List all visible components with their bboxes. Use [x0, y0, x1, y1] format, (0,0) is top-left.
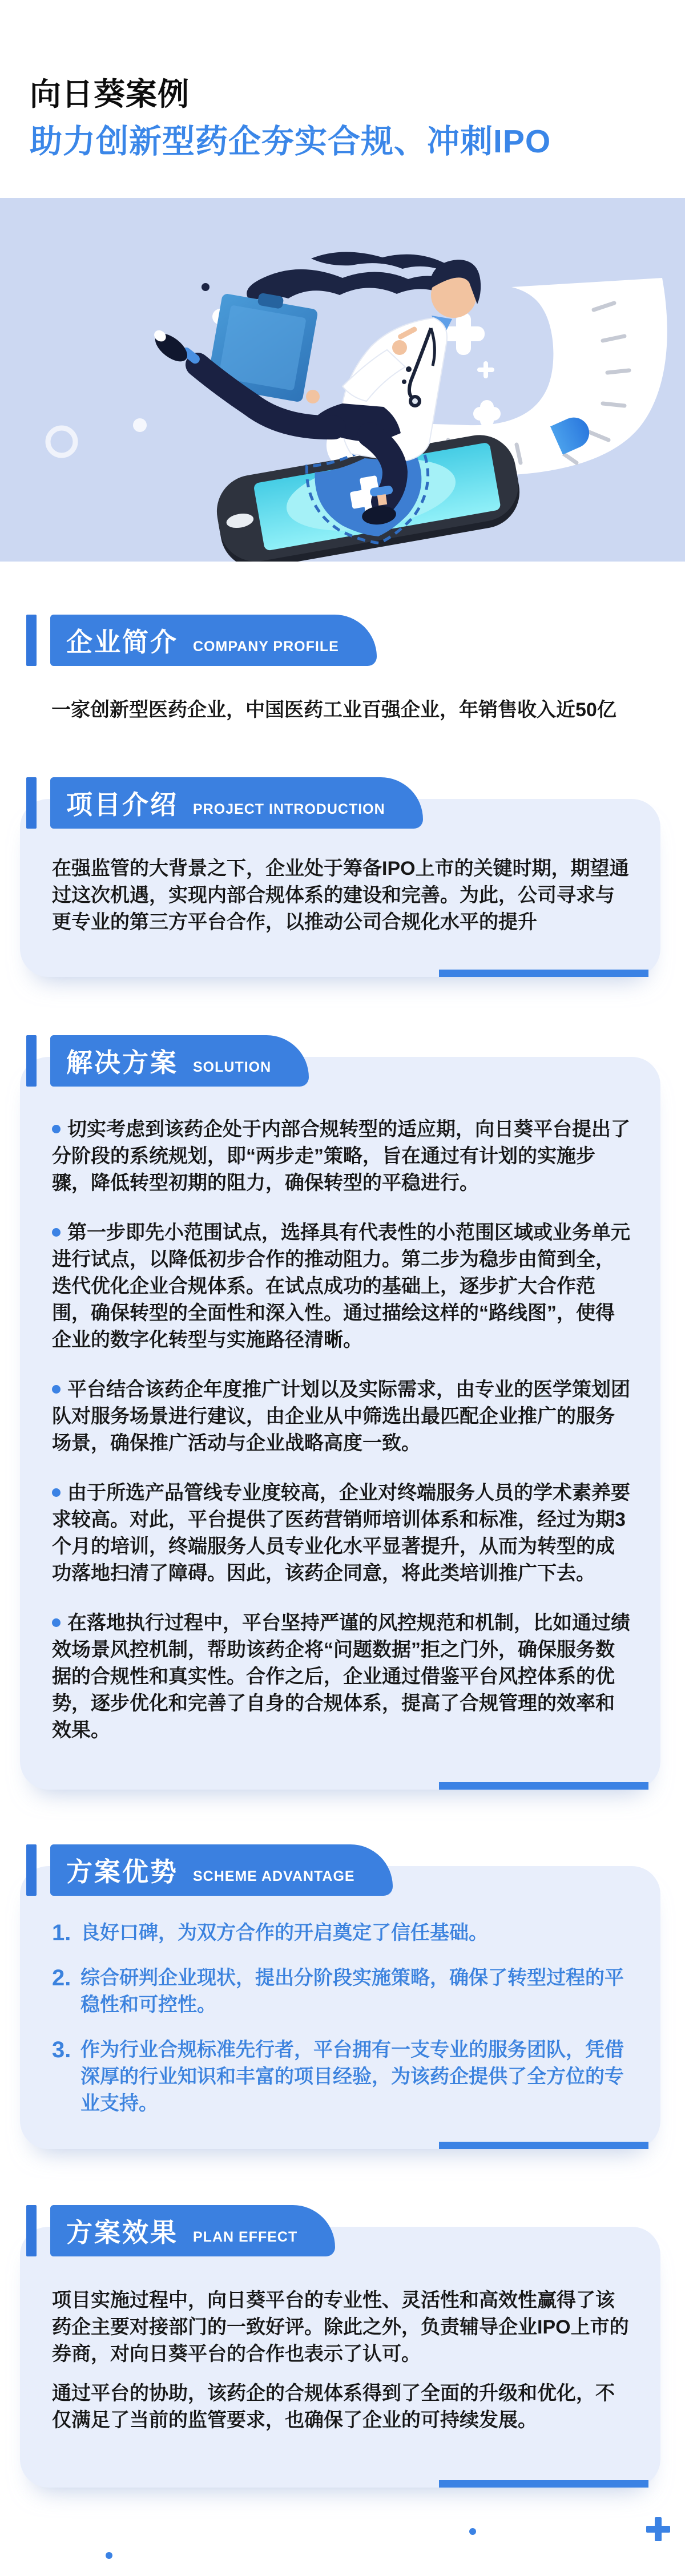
company-profile-banner: [26, 615, 685, 666]
item-number: 2.: [52, 1965, 71, 1991]
item-number: 1.: [52, 1920, 71, 1946]
bullet-item: [52, 1480, 633, 1587]
bullet-dot-icon: [52, 1488, 61, 1497]
section-title-cn: 方案效果: [66, 2218, 178, 2248]
bullet-text: 由于所选产品管线专业度较高，企业对终端服务人员的学术素养要求较高。对此，平台提供了医药营销师培训体系和标准，经过为期3个月的培训，终端服务人员专业化水平显著提升，从而为转型的成功落地扫清了障碍。因此，该药企同意，将此类培训推广下去。: [52, 1482, 630, 1585]
section-title-en: PLAN EFFECT: [193, 2228, 298, 2245]
solution-banner: [26, 1035, 685, 1087]
project-introduction-banner: [26, 777, 685, 829]
plan-effect-banner: [26, 2205, 685, 2256]
bullet-item: [52, 1376, 633, 1457]
numbered-item: [52, 1965, 633, 2018]
plan-effect-paragraph: 通过平台的协助，该药企的合规体系得到了全面的升级和优化，不仅满足了当前的监管要求，也确保了企业的可持续发展。: [52, 2383, 615, 2432]
solution-card: [20, 1057, 660, 1790]
banner-shape: [50, 1844, 393, 1896]
banner-accent-bar: [26, 2205, 37, 2256]
dot-icon: [133, 418, 147, 432]
bullet-item: [52, 1610, 633, 1744]
scheme-advantage-banner: [26, 1844, 685, 1896]
bullet-dot-icon: [52, 1125, 61, 1133]
card-accent-bar: [439, 2142, 648, 2149]
page-header: [0, 0, 685, 159]
bullet-dot-icon: [52, 1618, 61, 1627]
page-subtitle: 助力创新型药企夯实合规、冲刺IPO: [30, 123, 551, 160]
section-project-introduction: [0, 777, 685, 977]
item-text: 良好口碑，为双方合作的开启奠定了信任基础。: [80, 1922, 488, 1944]
card-accent-bar: [439, 970, 648, 977]
banner-shape: [50, 615, 377, 666]
bullet-text: 切实考虑到该药企处于内部合规转型的适应期，向日葵平台提出了分阶段的系统规划，即“两步走”策略，旨在通过有计划的实施步骤，降低转型初期的阻力，确保转型的平稳进行。: [52, 1119, 630, 1194]
section-title-en: COMPANY PROFILE: [193, 638, 339, 655]
section-title-en: SCHEME ADVANTAGE: [193, 1868, 355, 1884]
bullet-item: [52, 1220, 633, 1354]
section-company-profile: [0, 615, 685, 724]
item-number: 3.: [52, 2037, 71, 2063]
plus-icon: [646, 2517, 670, 2541]
banner-accent-bar: [26, 1844, 37, 1896]
page-title: 向日葵案例: [30, 76, 190, 112]
dot-icon: [469, 2528, 476, 2535]
plan-effect-paragraph: 项目实施过程中，向日葵平台的专业性、灵活性和高效性赢得了该药企主要对接部门的一致好评。除此之外，负责辅导企业IPO上市的券商，对向日葵平台的合作也表示了认可。: [52, 2290, 629, 2365]
section-title-cn: 方案优势: [66, 1857, 178, 1887]
item-text: 作为行业合规标准先行者，平台拥有一支专业的服务团队，凭借深厚的行业知识和丰富的项目经验，为该药企提供了全方位的专业支持。: [80, 2039, 624, 2115]
banner-accent-bar: [26, 1035, 37, 1087]
section-title-cn: 企业简介: [66, 627, 178, 657]
section-title-en: PROJECT INTRODUCTION: [193, 801, 385, 817]
hero-illustration: [0, 198, 685, 562]
scheme-advantage-card: [20, 1866, 660, 2149]
bullet-text: 平台结合该药企年度推广计划以及实际需求，由专业的医学策划团队对服务场景进行建议，由企业从中筛选出最匹配企业推广的服务场景，确保推广活动与企业战略高度一致。: [52, 1379, 630, 1455]
dot-icon: [106, 2552, 112, 2559]
banner-shape: [50, 2205, 335, 2256]
section-scheme-advantage: [0, 1844, 685, 2149]
section-title-cn: 解决方案: [66, 1048, 178, 1078]
bullet-text: 第一步即先小范围试点，选择具有代表性的小范围区域或业务单元进行试点，以降低初步合作的推动阻力。第二步为稳步由简到全，迭代优化企业合规体系。在试点成功的基础上，逐步扩大合作范围，确保转型的全面性和深入性。通过描绘这样的“路线图”，使得企业的数字化转型与实施路径清晰。: [52, 1222, 630, 1351]
project-introduction-text: 在强监管的大背景之下，企业处于筹备IPO上市的关键时期，期望通过这次机遇，实现内部合规体系的建设和完善。为此，公司寻求与更专业的第三方平台合作，以推动公司合规化水平的提升: [52, 858, 629, 934]
bullet-item: [52, 1116, 633, 1197]
card-accent-bar: [439, 1782, 648, 1790]
section-title-cn: 项目介绍: [66, 790, 178, 820]
numbered-item: [52, 2037, 633, 2117]
banner-accent-bar: [26, 777, 37, 829]
banner-accent-bar: [26, 615, 37, 666]
doctor-running-on-phone-illustration: [0, 198, 685, 562]
bullet-dot-icon: [52, 1385, 61, 1394]
bullet-text: 在落地执行过程中，平台坚持严谨的风控规范和机制，比如通过绩效场景风控机制，帮助该药企将“问题数据”拒之门外，确保服务数据的合规性和真实性。合作之后，企业通过借鉴平台风控体系的优势，逐步优化和完善了自身的合规体系，提高了合规管理的效率和效果。: [52, 1612, 630, 1742]
item-text: 综合研判企业现状，提出分阶段实施策略，确保了转型过程的平稳性和可控性。: [80, 1967, 624, 2016]
section-plan-effect: [0, 2205, 685, 2488]
numbered-item: [52, 1920, 633, 1947]
section-title-en: SOLUTION: [193, 1059, 272, 1075]
company-profile-text: 一家创新型医药企业，中国医药工业百强企业，年销售收入近50亿: [51, 699, 616, 721]
banner-shape: [50, 777, 423, 829]
bullet-dot-icon: [52, 1228, 61, 1237]
banner-shape: [50, 1035, 309, 1087]
plan-effect-card: [20, 2227, 660, 2488]
footer-decorations: [0, 2488, 685, 2576]
section-solution: [0, 1035, 685, 1790]
card-accent-bar: [439, 2480, 648, 2488]
